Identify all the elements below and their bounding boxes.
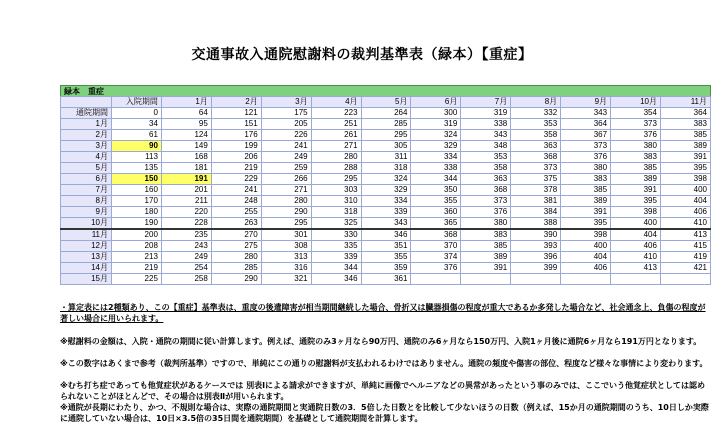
table-cell: 404: [611, 229, 661, 241]
column-header: 10月: [611, 97, 661, 108]
table-usage-note: ・算定表には2種類あり、この【重症】基準表は、重度の後遺障害が相当期間継続した場合、骨折又は臓器損傷の程度が重大であるか多発した場合など、社会通念上、負傷の程度が著しい場合に用いられます。: [60, 303, 706, 323]
table-cell: 259: [261, 163, 311, 174]
table-cell: 346: [311, 274, 361, 285]
compensation-table-sheet: [60, 85, 711, 285]
table-row: [61, 229, 711, 241]
table-cell: [461, 274, 511, 285]
table-cell: 285: [211, 263, 261, 274]
table-cell: 229: [211, 174, 261, 185]
table-cell: 219: [112, 263, 162, 274]
table-cell: 149: [161, 141, 211, 152]
table-cell: 248: [211, 196, 261, 207]
table-cell: 270: [211, 229, 261, 241]
table-cell: [611, 274, 661, 285]
table-cell: 380: [461, 218, 511, 230]
table-cell: 350: [411, 185, 461, 196]
table-cell: 376: [411, 263, 461, 274]
table-cell: 305: [361, 141, 411, 152]
table-cell: 343: [561, 108, 611, 119]
table-cell: 176: [211, 130, 261, 141]
table-cell: 413: [660, 229, 710, 241]
table-cell: 385: [611, 163, 661, 174]
table-cell: 243: [161, 241, 211, 252]
table-cell: 180: [112, 207, 162, 218]
row-label: 13月: [61, 252, 112, 263]
table-cell: 235: [161, 229, 211, 241]
table-cell: 34: [112, 119, 162, 130]
table-cell: 344: [411, 174, 461, 185]
table-cell: 339: [311, 252, 361, 263]
table-cell: 150: [112, 174, 162, 185]
table-cell: 398: [611, 207, 661, 218]
table-cell: 373: [511, 163, 561, 174]
table-cell: 355: [361, 252, 411, 263]
table-cell: 264: [361, 108, 411, 119]
corner-cell: [61, 97, 112, 108]
column-header: 2月: [211, 97, 261, 108]
column-header: 4月: [311, 97, 361, 108]
table-cell: 271: [311, 141, 361, 152]
table-cell: 208: [112, 241, 162, 252]
table-cell: 335: [311, 241, 361, 252]
table-cell: 346: [361, 229, 411, 241]
table-cell: 354: [611, 108, 661, 119]
table-cell: 280: [261, 196, 311, 207]
compensation-table: [60, 96, 711, 285]
table-cell: 395: [611, 196, 661, 207]
table-cell: 211: [161, 196, 211, 207]
table-cell: 324: [411, 130, 461, 141]
corner-label: 入院期間: [112, 97, 162, 108]
table-row: [61, 252, 711, 263]
row-label: 7月: [61, 185, 112, 196]
table-cell: 300: [411, 108, 461, 119]
row-label: 12月: [61, 241, 112, 252]
table-cell: [511, 274, 561, 285]
table-cell: 398: [660, 174, 710, 185]
column-header: 1月: [161, 97, 211, 108]
table-row: [61, 130, 711, 141]
table-row: [61, 108, 711, 119]
table-cell: 338: [411, 163, 461, 174]
table-cell: 338: [461, 119, 511, 130]
row-label: 8月: [61, 196, 112, 207]
table-cell: 311: [361, 152, 411, 163]
table-cell: 310: [311, 196, 361, 207]
table-cell: [561, 274, 611, 285]
table-cell: 321: [261, 274, 311, 285]
table-cell: 393: [511, 241, 561, 252]
row-label: 15月: [61, 274, 112, 285]
table-cell: 390: [511, 229, 561, 241]
table-cell: 228: [161, 218, 211, 230]
table-cell: 413: [611, 263, 661, 274]
table-cell: 329: [361, 185, 411, 196]
table-row: [61, 141, 711, 152]
row-label: 3月: [61, 141, 112, 152]
table-cell: 378: [511, 185, 561, 196]
table-cell: 374: [411, 252, 461, 263]
table-cell: 318: [311, 207, 361, 218]
table-cell: 271: [261, 185, 311, 196]
table-cell: 151: [211, 119, 261, 130]
table-cell: 421: [660, 263, 710, 274]
table-cell: 404: [561, 252, 611, 263]
table-cell: 351: [361, 241, 411, 252]
table-cell: 329: [411, 141, 461, 152]
table-cell: 361: [361, 274, 411, 285]
table-cell: 295: [261, 218, 311, 230]
table-cell: 288: [311, 163, 361, 174]
row-label: 11月: [61, 229, 112, 241]
table-cell: 190: [112, 218, 162, 230]
table-cell: 391: [611, 185, 661, 196]
table-cell: 205: [261, 119, 311, 130]
table-cell: 255: [211, 207, 261, 218]
table-cell: 266: [261, 174, 311, 185]
note-reference: ※この数字はあくまで参考（裁判所基準）ですので、単純にこの通りの慰謝料が支払われるわけではありません。通院の頻度や傷害の部位、程度など様々な事情により変わります。: [60, 359, 708, 368]
column-header: 3月: [261, 97, 311, 108]
table-cell: 363: [461, 174, 511, 185]
table-label: 緑本 重症: [60, 85, 711, 96]
row-label: 通院期間: [61, 108, 112, 119]
table-cell: 404: [660, 196, 710, 207]
table-cell: 113: [112, 152, 162, 163]
table-cell: 376: [461, 207, 511, 218]
table-cell: 325: [311, 218, 361, 230]
table-cell: 220: [161, 207, 211, 218]
table-row: [61, 174, 711, 185]
table-cell: 391: [561, 207, 611, 218]
table-cell: 64: [161, 108, 211, 119]
page-title: 交通事故入通院慰謝料の裁判基準表（緑本）【重症】: [191, 47, 533, 63]
table-cell: 373: [561, 141, 611, 152]
table-cell: 95: [161, 119, 211, 130]
table-cell: 318: [361, 163, 411, 174]
table-cell: 406: [611, 241, 661, 252]
table-cell: 241: [261, 141, 311, 152]
table-cell: 343: [461, 130, 511, 141]
table-cell: 263: [211, 218, 261, 230]
row-label: 4月: [61, 152, 112, 163]
table-cell: 400: [660, 185, 710, 196]
table-cell: 200: [112, 229, 162, 241]
table-cell: 359: [361, 263, 411, 274]
column-header: 6月: [411, 97, 461, 108]
table-cell: 213: [112, 252, 162, 263]
table-cell: 373: [611, 119, 661, 130]
table-cell: [660, 274, 710, 285]
table-cell: 319: [461, 108, 511, 119]
table-cell: 334: [411, 152, 461, 163]
table-cell: 385: [561, 185, 611, 196]
column-header: 11月: [660, 97, 710, 108]
table-cell: 367: [561, 130, 611, 141]
row-label: 9月: [61, 207, 112, 218]
table-cell: 385: [461, 241, 511, 252]
table-cell: 419: [660, 252, 710, 263]
table-cell: 191: [161, 174, 211, 185]
table-cell: 225: [112, 274, 162, 285]
table-row: [61, 218, 711, 230]
table-cell: 280: [211, 252, 261, 263]
table-cell: 348: [461, 141, 511, 152]
note-irregular-visits: ※通院が長期にわたり、かつ、不規則な場合は、実際の通院期間と実通院日数の3．5倍した日数とを比較して少ないほうの日数（例えば、15か月の通院期間のうち、10日しか実際に通院していない場合は、10日×3.5倍の35日間を通院期間）を基礎として通院期間を計算します。: [60, 403, 709, 423]
table-cell: 319: [411, 119, 461, 130]
table-cell: 343: [361, 218, 411, 230]
table-cell: 168: [161, 152, 211, 163]
table-cell: 61: [112, 130, 162, 141]
table-cell: 391: [660, 152, 710, 163]
table-cell: 290: [261, 207, 311, 218]
table-cell: 368: [411, 229, 461, 241]
note-calculation: ※慰謝料の金額は、入院・通院の期間に従い計算します。例えば、通院のみ3ヶ月なら90万円、通院のみ6ヶ月なら150万円、入院1ヶ月後に通院6ヶ月なら191万円となります。: [60, 337, 702, 346]
table-row: [61, 185, 711, 196]
table-cell: [411, 274, 461, 285]
table-cell: 373: [461, 196, 511, 207]
table-cell: 381: [511, 196, 561, 207]
table-cell: 275: [211, 241, 261, 252]
table-row: [61, 163, 711, 174]
table-cell: 251: [311, 119, 361, 130]
table-cell: 249: [161, 252, 211, 263]
column-header: 9月: [561, 97, 611, 108]
table-cell: 135: [112, 163, 162, 174]
table-cell: 391: [461, 263, 511, 274]
column-header: 8月: [511, 97, 561, 108]
table-cell: 380: [611, 141, 661, 152]
table-cell: 355: [411, 196, 461, 207]
table-cell: 400: [561, 241, 611, 252]
table-cell: 370: [411, 241, 461, 252]
table-cell: 285: [361, 119, 411, 130]
table-cell: 375: [511, 174, 561, 185]
table-cell: 388: [511, 218, 561, 230]
table-cell: 410: [660, 218, 710, 230]
table-row: [61, 152, 711, 163]
column-header: 5月: [361, 97, 411, 108]
table-cell: 330: [311, 229, 361, 241]
table-cell: 241: [211, 185, 261, 196]
table-cell: 376: [611, 130, 661, 141]
table-cell: 383: [611, 152, 661, 163]
table-cell: 219: [211, 163, 261, 174]
table-cell: 295: [361, 130, 411, 141]
table-cell: 406: [660, 207, 710, 218]
table-cell: 344: [311, 263, 361, 274]
table-cell: 368: [511, 152, 561, 163]
table-cell: 324: [361, 174, 411, 185]
table-cell: 124: [161, 130, 211, 141]
table-cell: 395: [660, 163, 710, 174]
table-cell: 396: [511, 252, 561, 263]
table-cell: 0: [112, 108, 162, 119]
table-row: [61, 241, 711, 252]
table-cell: 261: [311, 130, 361, 141]
table-cell: 385: [660, 130, 710, 141]
table-cell: 399: [511, 263, 561, 274]
table-cell: 383: [561, 174, 611, 185]
table-cell: 395: [561, 218, 611, 230]
table-cell: 368: [461, 185, 511, 196]
row-label: 2月: [61, 130, 112, 141]
table-cell: 334: [361, 196, 411, 207]
table-cell: 308: [261, 241, 311, 252]
table-cell: 364: [561, 119, 611, 130]
table-cell: 389: [660, 141, 710, 152]
table-cell: 398: [561, 229, 611, 241]
row-label: 1月: [61, 119, 112, 130]
table-cell: 254: [161, 263, 211, 274]
table-cell: 201: [161, 185, 211, 196]
table-cell: 199: [211, 141, 261, 152]
row-label: 14月: [61, 263, 112, 274]
table-cell: 415: [660, 241, 710, 252]
table-cell: 249: [261, 152, 311, 163]
table-cell: 353: [511, 119, 561, 130]
row-label: 10月: [61, 218, 112, 230]
table-row: [61, 274, 711, 285]
table-cell: 383: [660, 119, 710, 130]
table-cell: 121: [211, 108, 261, 119]
table-cell: 389: [461, 252, 511, 263]
table-cell: 360: [411, 207, 461, 218]
table-cell: 365: [411, 218, 461, 230]
table-row: [61, 119, 711, 130]
table-cell: 406: [561, 263, 611, 274]
note-whiplash: ※むち打ち症であっても他覚症状があるケースでは 別表Ⅰによる請求ができますが、単純に画像でヘルニアなどの異常があったという事のみでは、ここでいう他覚症状としては認められないことがほとんどで、その場合は別表Ⅱが用いられます。: [60, 381, 705, 401]
table-cell: 389: [611, 174, 661, 185]
table-cell: 295: [311, 174, 361, 185]
table-cell: 410: [611, 252, 661, 263]
table-cell: 358: [511, 130, 561, 141]
table-cell: 332: [511, 108, 561, 119]
table-row: [61, 263, 711, 274]
table-row: [61, 207, 711, 218]
table-cell: 226: [261, 130, 311, 141]
table-header-row: [61, 97, 711, 108]
table-cell: 363: [511, 141, 561, 152]
table-cell: 400: [611, 218, 661, 230]
table-cell: 301: [261, 229, 311, 241]
table-cell: 353: [461, 152, 511, 163]
table-cell: 280: [311, 152, 361, 163]
table-cell: 90: [112, 141, 162, 152]
table-cell: 316: [261, 263, 311, 274]
table-cell: 223: [311, 108, 361, 119]
table-cell: 313: [261, 252, 311, 263]
table-cell: 339: [361, 207, 411, 218]
table-cell: 290: [211, 274, 261, 285]
column-header: 7月: [461, 97, 511, 108]
table-cell: 258: [161, 274, 211, 285]
table-cell: 384: [511, 207, 561, 218]
table-cell: 160: [112, 185, 162, 196]
table-cell: 376: [561, 152, 611, 163]
table-cell: 383: [461, 229, 511, 241]
table-cell: 389: [561, 196, 611, 207]
table-cell: 303: [311, 185, 361, 196]
table-cell: 358: [461, 163, 511, 174]
table-cell: 170: [112, 196, 162, 207]
table-row: [61, 196, 711, 207]
row-label: 5月: [61, 163, 112, 174]
table-cell: 380: [561, 163, 611, 174]
table-cell: 181: [161, 163, 211, 174]
table-cell: 175: [261, 108, 311, 119]
table-cell: 364: [660, 108, 710, 119]
row-label: 6月: [61, 174, 112, 185]
table-cell: 206: [211, 152, 261, 163]
